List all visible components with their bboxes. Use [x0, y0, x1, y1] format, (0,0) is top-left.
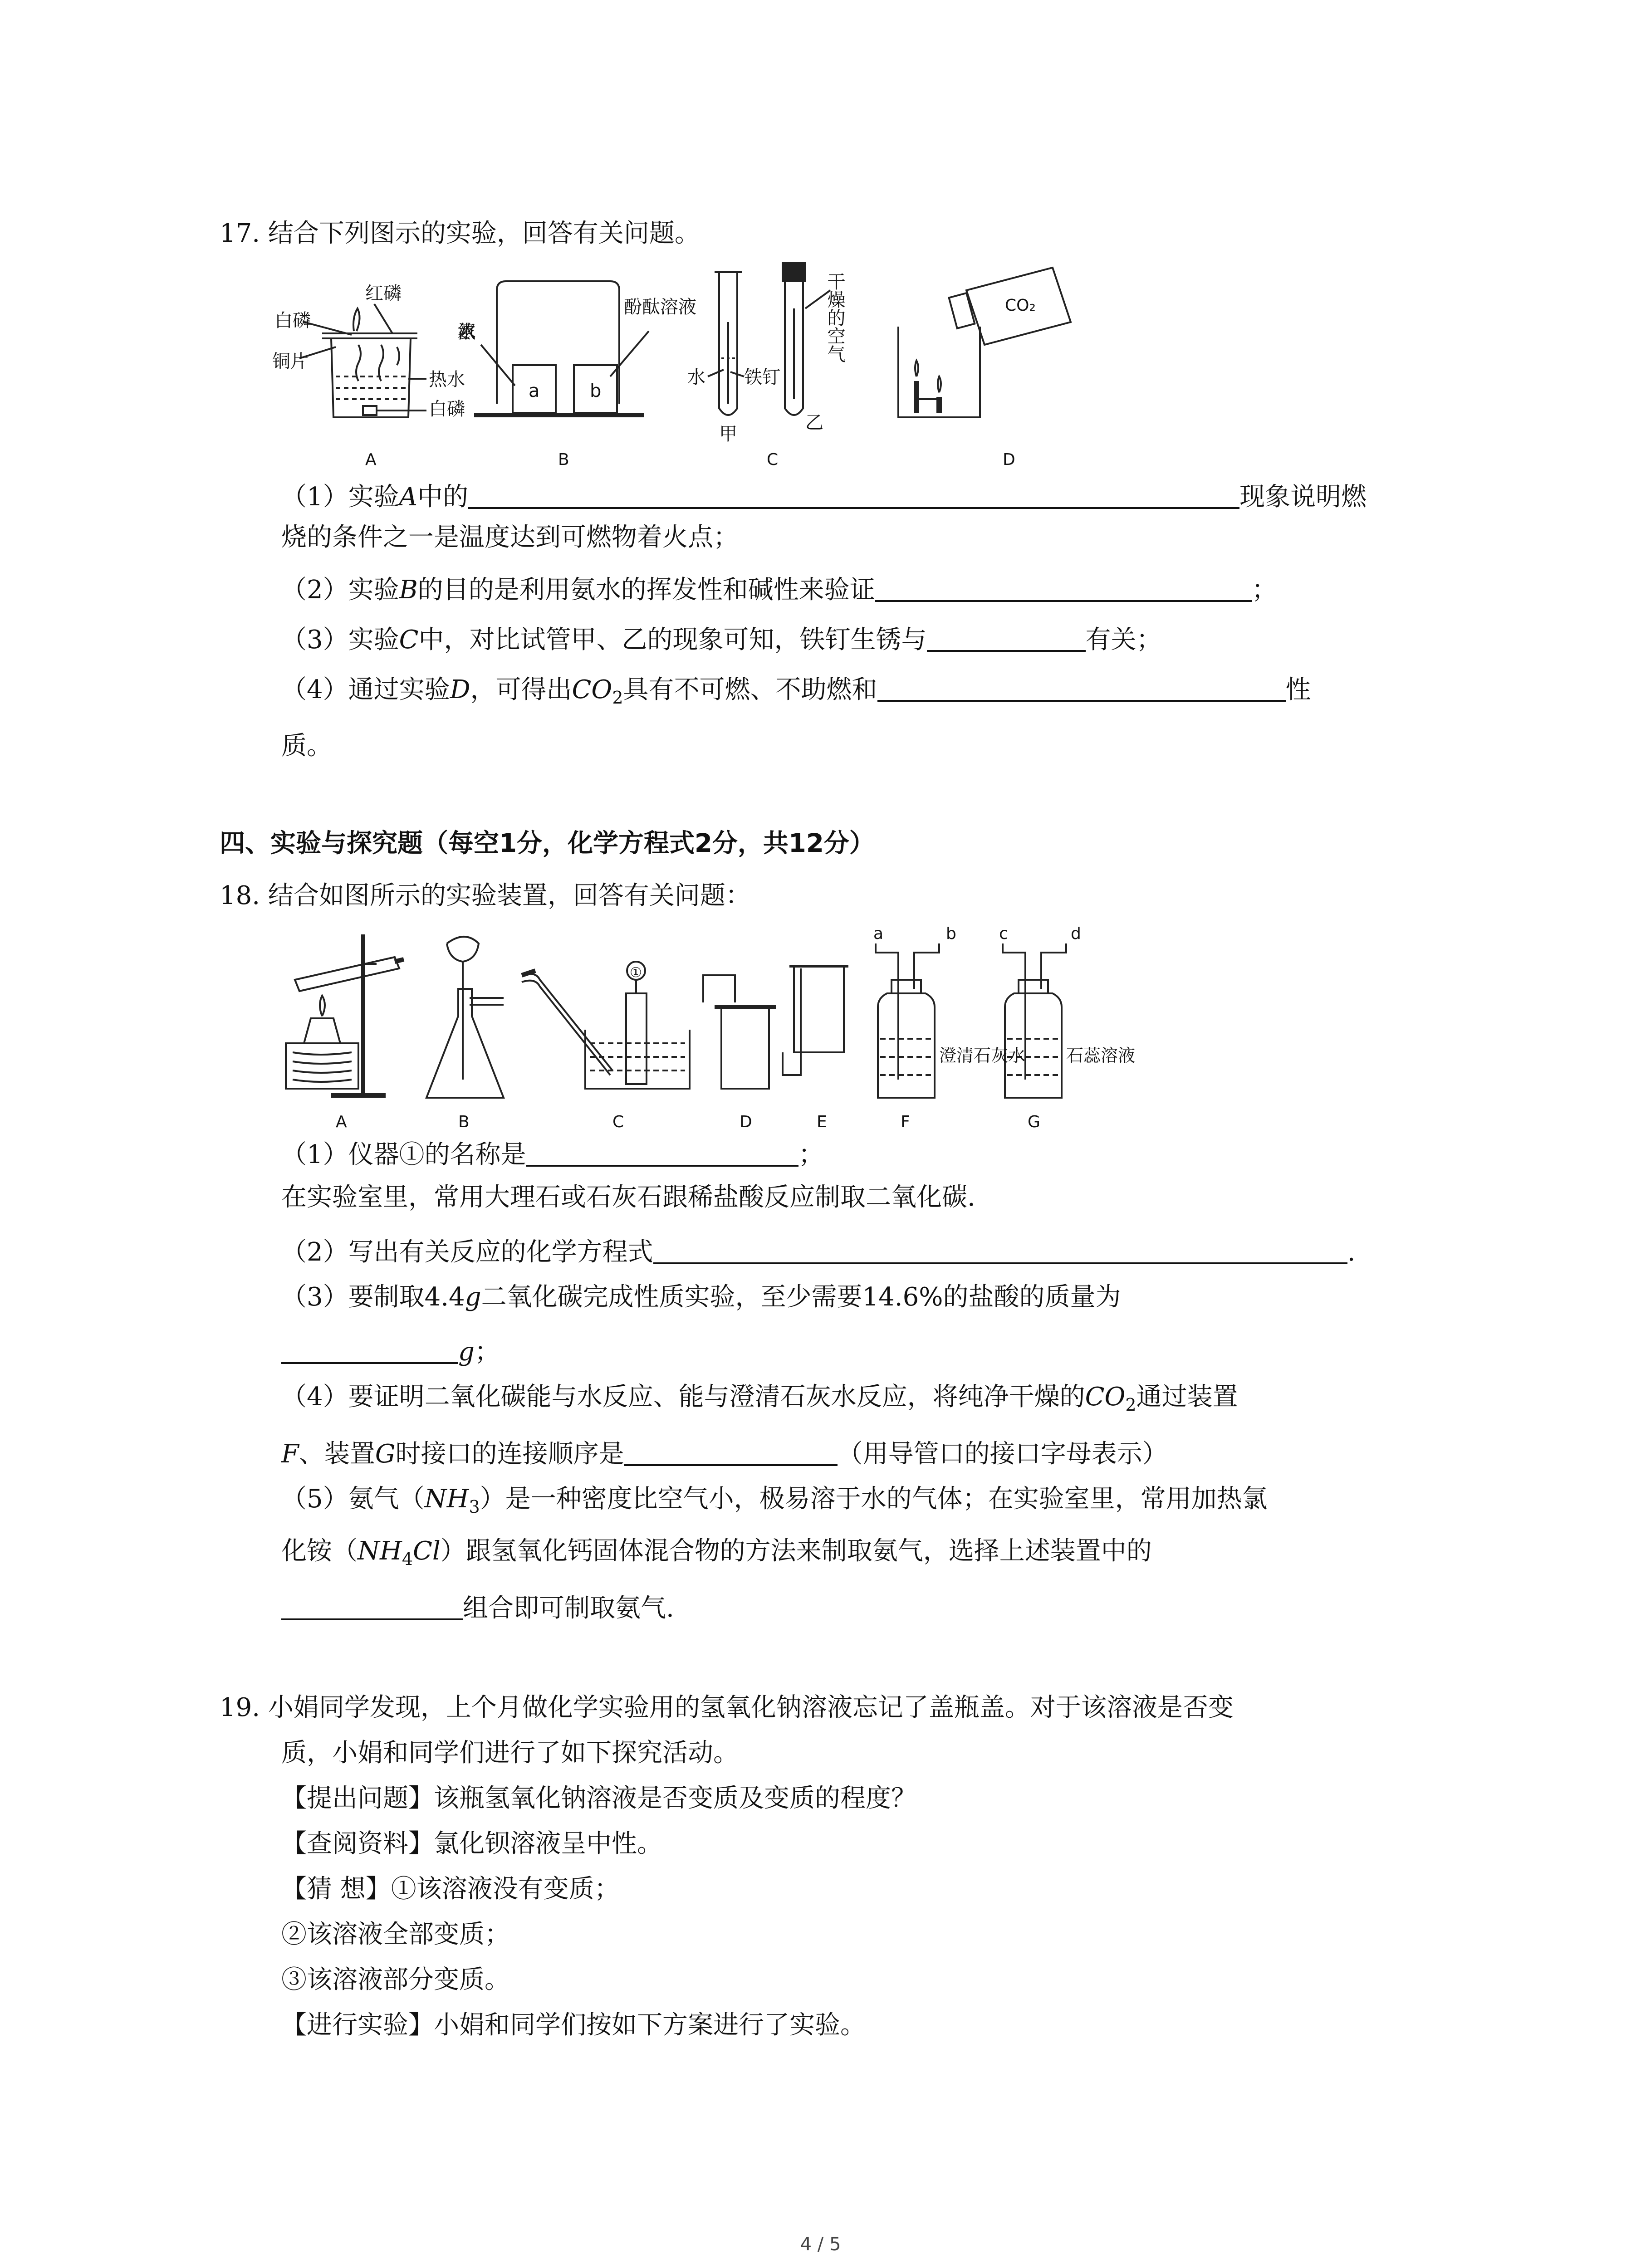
label-fig18-G: G — [1028, 1113, 1040, 1131]
q18-part5-end: 组合即可制取氨气. — [281, 1592, 674, 1624]
answer-blank-17-3[interactable] — [927, 624, 1086, 652]
label-conc-ammonia: 浓氨水 — [455, 322, 475, 340]
q17-part1: （1）实验A中的 现象说明燃 — [281, 481, 1367, 513]
answer-blank-17-4[interactable] — [877, 674, 1286, 702]
q18-title: 18. 结合如图所示的实验装置，回答有关问题： — [220, 881, 751, 910]
q17-part2: （2）实验B的目的是利用氨水的挥发性和碱性来验证 ； — [281, 574, 1277, 606]
q17-part1-cont: 烧的条件之一是温度达到可燃物着火点； — [281, 523, 739, 552]
answer-blank-18-2[interactable] — [653, 1236, 1347, 1264]
label-tube-yi: 乙 — [805, 412, 823, 433]
label-fig18-D: D — [740, 1113, 752, 1131]
q18-part1: （1）仪器①的名称是 ； — [281, 1139, 824, 1171]
q18-intro: 在实验室里，常用大理石或石灰石跟稀盐酸反应制取二氧化碳. — [281, 1183, 975, 1212]
label-port-c: c — [999, 925, 1008, 943]
q19-line7: ③该溶液部分变质。 — [281, 1965, 510, 1994]
q19-line2: 质，小娟和同学们进行了如下探究活动。 — [281, 1738, 739, 1768]
q19-line6: ②该溶液全部变质； — [281, 1920, 510, 1949]
q17-part3: （3）实验C中，对比试管甲、乙的现象可知，铁钉生锈与 有关； — [281, 624, 1162, 656]
q19-line8: 【进行实验】小娟和同学们按如下方案进行了实验。 — [281, 2010, 866, 2040]
answer-blank-18-3[interactable] — [281, 1336, 458, 1364]
label-white-phosphorus-top: 白磷 — [274, 310, 311, 331]
q18-part2: （2）写出有关反应的化学方程式 . — [281, 1236, 1355, 1268]
q19-line4: 【查阅资料】氯化钡溶液呈中性。 — [281, 1829, 662, 1858]
answer-blank-18-5[interactable] — [281, 1592, 463, 1620]
q18-figure — [268, 925, 1166, 1134]
page-number: 4 / 5 — [800, 2234, 841, 2255]
label-fig-D: D — [1003, 450, 1015, 469]
section-4-heading: 四、实验与探究题（每空1分，化学方程式2分，共12分） — [220, 829, 875, 858]
label-fig18-A: A — [336, 1113, 347, 1131]
label-port-b: b — [946, 925, 956, 943]
label-port-d: d — [1071, 925, 1081, 943]
label-white-phosphorus-bottom: 白磷 — [429, 399, 465, 420]
label-hot-water: 热水 — [429, 369, 465, 390]
q17-part4: （4）通过实验D，可得出$CO_2$具有不可燃、不助燃和 性 — [281, 674, 1311, 714]
label-red-phosphorus: 红磷 — [365, 283, 402, 304]
q17-figure — [272, 254, 1161, 472]
label-dry-air: 干燥的空气 — [824, 272, 845, 363]
label-tube-jia: 甲 — [719, 424, 737, 445]
label-iron-nail: 铁钉 — [744, 367, 780, 388]
label-beaker-b: b — [590, 381, 602, 401]
label-phenolphthalein: 酚酞溶液 — [624, 297, 696, 318]
label-limewater: 澄清石灰水 — [939, 1046, 1026, 1066]
label-co2-bottle: CO₂ — [1005, 296, 1036, 315]
label-circle-1: ① — [630, 965, 642, 981]
q19-line5: 【猜 想】①该溶液没有变质； — [281, 1874, 620, 1904]
label-fig-B: B — [558, 450, 569, 469]
label-copper-plate: 铜片 — [272, 351, 309, 372]
q18-part5-cont: 化铵$(NH_4Cl)$跟氢氧化钙固体混合物的方法来制取氨气，选择上述装置中的 — [281, 1536, 1152, 1569]
q17-title: 17. 结合下列图示的实验，回答有关问题。 — [220, 219, 700, 248]
label-water: 水 — [687, 367, 705, 388]
label-fig18-B: B — [458, 1113, 470, 1131]
label-beaker-a: a — [529, 381, 540, 401]
answer-blank-17-2[interactable] — [875, 574, 1252, 602]
q17-part4-cont: 质。 — [281, 731, 332, 761]
q18-part3: （3）要制取4.4g二氧化碳完成性质实验，至少需要14.6%的盐酸的质量为 — [281, 1282, 1121, 1312]
answer-blank-18-4[interactable] — [624, 1438, 838, 1466]
q18-part5: （5）氨气$(NH_3)$是一种密度比空气小，极易溶于水的气体；在实验室里，常用加热氯 — [281, 1484, 1268, 1517]
answer-blank-17-1[interactable] — [468, 481, 1239, 509]
label-fig18-C: C — [612, 1113, 624, 1131]
label-fig18-E: E — [817, 1113, 827, 1131]
label-fig-A: A — [365, 450, 377, 469]
label-fig18-F: F — [901, 1113, 910, 1131]
answer-blank-18-1[interactable] — [526, 1139, 798, 1167]
q18-part4-cont: F、装置G时接口的连接顺序是 （用导管口的接口字母表示） — [281, 1438, 1168, 1470]
q18-part4: （4）要证明二氧化碳能与水反应、能与澄清石灰水反应，将纯净干燥的$CO_2$通过装置 — [281, 1382, 1238, 1415]
label-litmus: 石蕊溶液 — [1066, 1046, 1136, 1066]
q18-part3-cont: g； — [281, 1336, 500, 1368]
label-port-a: a — [873, 925, 884, 943]
q19-line3: 【提出问题】该瓶氢氧化钠溶液是否变质及变质的程度？ — [281, 1784, 916, 1813]
q19-line1: 19. 小娟同学发现，上个月做化学实验用的氢氧化钠溶液忘记了盖瓶盖。对于该溶液是否变 — [220, 1693, 1234, 1722]
label-fig-C: C — [767, 450, 779, 469]
